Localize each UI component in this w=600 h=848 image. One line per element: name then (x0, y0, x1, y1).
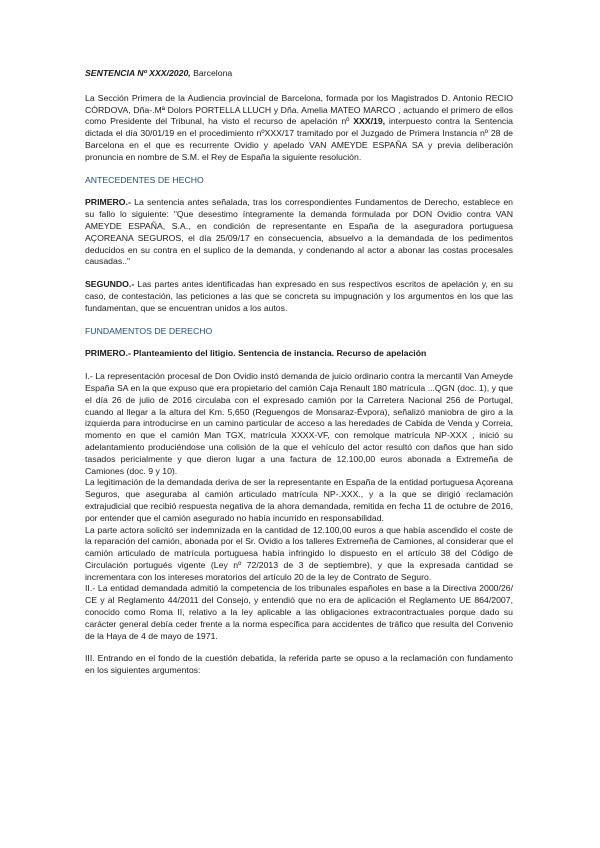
intro-text-1: La Sección Primera de la Audiencia provincial de Barcelona, formada por los Magistrados D. Antonio RECIO CÓRDOVA, Dña-.Mª Dolors PORTELLA LLUCH y Dña. Amelia MATEO MARCO , actuando el primero de ellos como Presidente del Tribunal, ha visto el recurso de apelación nº (85, 92, 513, 127)
fundamentos-paragraph-5: III. Entrando en el fondo de la cuestión debatida, la referida parte se opuso a la reclamación con fundamento en los siguientes argumentos: (85, 653, 513, 676)
antecedentes-primero (85, 197, 513, 268)
fundamentos-subheading: PRIMERO.- Planteamiento del litigio. Sentencia de instancia. Recurso de apelación (85, 348, 427, 359)
fundamentos-paragraph-1: I.- La representación procesal de Don Ovidio instó demanda de juicio ordinario contra la mercantil Van Ameyde España SA en la que expuso que era propietario del camión Caja Renault 180 matrícula ...QGN (doc. 1), y que el día 26 de julio de 2016 circulaba con el expresado camión por la Carretera Nacional 256 de Portugal, cuando al llegar a la altura del Km. 5,650 (Reguengos de Monsaraz-Évpora), señalizó maniobra de giro a la izquierda para introducirse en un camino particular de acceso a las heredades de Cabida de Venda y Correia, momento en que el camión Man TGX, matrícula XXXX-VF, con remolque matrícula NP-XXX , inició su adelantamiento produciéndose una colisión de la que el vehículo del actor resultó con daños que han sido tasados pericialmente y que dieron lugar a una factura de 12.100,00 euros abonada a Extremeña de Camiones (doc. 9 y 10). (85, 371, 513, 476)
antecedentes-heading: ANTECEDENTES DE HECHO (85, 174, 204, 185)
segundo-label: SEGUNDO.- (85, 279, 135, 290)
primero-text: La sentencia antes señalada, tras los correspondientes Fundamentos de Derecho, establece en su fallo lo siguiente: "Que desestimo íntegramente la demanda formulada por DON Ovidio contra VAN AMEYDE ESPAÑA, S.A., en condición de representante en España de la aseguradora portuguesa AÇOREANA SEGUROS, el día 25/09/17 en consecuencia, absuelvo a la demandada de los pedimentos deducidos en su contra en el suplico de la demanda, y condenando al actor a abonar las costas procesales causadas.." (85, 197, 513, 267)
intro-text-2: interpuesto contra la Sentencia dictada el día 30/01/19 en el procedimiento nºXXX/17 tramitado por el Juzgado de Primera Instancia nº 28 de Barcelona en el que es recurrente Ovidio y apelado VAN AMEYDE ESPAÑA SA y previa deliberación pronuncia en nombre de S.M. el Rey de España la siguiente resolución. (85, 116, 514, 162)
antecedentes-segundo (85, 279, 513, 314)
appeal-number: XXX/19, (353, 116, 386, 127)
sentence-place: Barcelona (190, 68, 233, 78)
sentence-number: SENTENCIA Nº XXX/2020, (85, 68, 191, 78)
sentence-title (85, 68, 513, 80)
fundamentos-paragraph-3: La parte actora solicitó ser indemnizada en la cantidad de 12.100,00 euros a que había ascendido el coste de la reparación del camión, abonada por el Sr. Ovidio a los talleres Extremeña de Camiones, al considerar que el camión articulado de matrícula portuguesa había infringido lo dispuesto en el artículo 38 del Código de Circulación portugués vigente (Ley nº 72/2013 de 3 de septiembre), y que la expresada cantidad se incrementara con los intereses moratorios del artículo 20 de la ley de Contrato de Seguro. (85, 524, 513, 582)
fundamentos-heading: FUNDAMENTOS DE DERECHO (85, 325, 213, 336)
segundo-text: Las partes antes identificadas han expresado en sus respectivos escritos de apelación y, en su caso, de contestación, las peticiones a las que se concreta su impugnación y los argumentos en los que las fundamentan, que se encuentran unidos a los autos. (85, 279, 513, 313)
primero-label: PRIMERO.- (85, 197, 131, 208)
intro-paragraph (85, 93, 513, 164)
fundamentos-paragraph-4: II.- La entidad demandada admitió la competencia de los tribunales españoles en base a la Directiva 2000/26/ CE y al Reglamento 44/2011 del Consejo, y entendió que no era de aplicación el Reglamento UE 864/2007, conocido como Roma II, relativo a la ley aplicable a las obligaciones extracontractuales porque dado su carácter general debía ceder frente a la norma específica para accidentes de tráfico que resulta del Convenio de la Haya de 4 de mayo de 1971. (85, 583, 513, 641)
fundamentos-paragraph-2: La legitimación de la demandada deriva de ser la representante en España de la entidad portuguesa Açoreana Seguros, que aseguraba al camión articulado matrícula NP-.XXX., y a la que se dirigió reclamación extrajudicial que recibió respuesta negativa de la ahora demandada, remitida en fecha 11 de octubre de 2016, por entender que el camión asegurado no había incurrido en responsabilidad. (85, 477, 513, 523)
